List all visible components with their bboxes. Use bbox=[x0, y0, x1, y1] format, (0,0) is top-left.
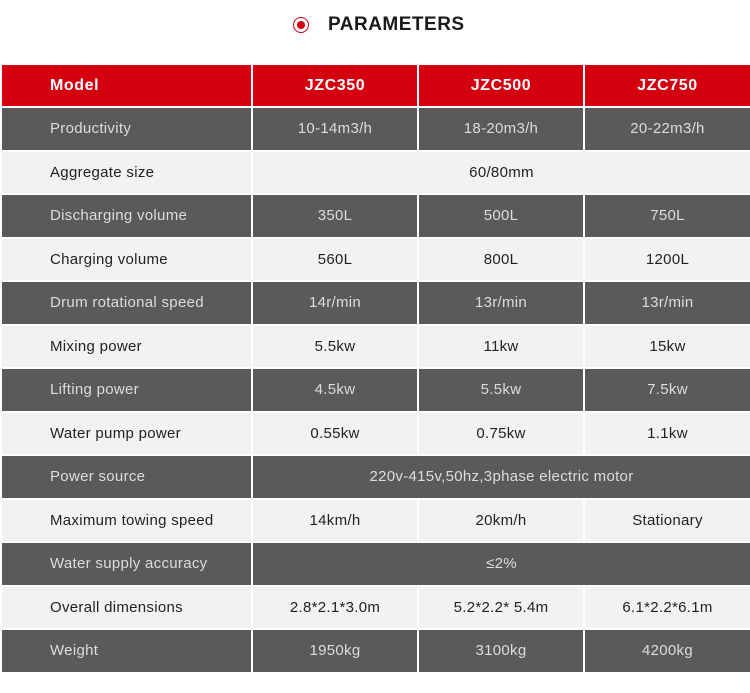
table-row bbox=[1, 107, 750, 151]
cell-value: 800L bbox=[418, 238, 584, 282]
table-row bbox=[1, 151, 750, 195]
cell-value: 14km/h bbox=[252, 499, 418, 543]
cell-value: 5.5kw bbox=[418, 368, 584, 412]
cell-value: 11kw bbox=[418, 325, 584, 369]
cell-value: 13r/min bbox=[418, 281, 584, 325]
cell-value: 20km/h bbox=[418, 499, 584, 543]
table-row bbox=[1, 455, 750, 499]
row-label: Overall dimensions bbox=[1, 586, 252, 630]
cell-value: 0.55kw bbox=[252, 412, 418, 456]
table-row bbox=[1, 629, 750, 673]
parameters-table bbox=[0, 63, 750, 674]
cell-value: 18-20m3/h bbox=[418, 107, 584, 151]
section-header bbox=[0, 0, 750, 62]
cell-value: 5.5kw bbox=[252, 325, 418, 369]
page-title: PARAMETERS bbox=[328, 14, 465, 35]
row-label: Lifting power bbox=[1, 368, 252, 412]
cell-value: 560L bbox=[252, 238, 418, 282]
cell-value: 2.8*2.1*3.0m bbox=[252, 586, 418, 630]
row-label: Charging volume bbox=[1, 238, 252, 282]
table-row bbox=[1, 281, 750, 325]
cell-value: Stationary bbox=[584, 499, 750, 543]
table-row bbox=[1, 325, 750, 369]
row-label: Water pump power bbox=[1, 412, 252, 456]
cell-value-merged: ≤2% bbox=[252, 542, 750, 586]
row-label: Discharging volume bbox=[1, 194, 252, 238]
row-label: Weight bbox=[1, 629, 252, 673]
cell-value-merged: 220v-415v,50hz,3phase electric motor bbox=[252, 455, 750, 499]
row-label: Drum rotational speed bbox=[1, 281, 252, 325]
column-header-model: Model bbox=[1, 64, 252, 107]
record-icon bbox=[293, 17, 309, 33]
table-row bbox=[1, 194, 750, 238]
cell-value: 350L bbox=[252, 194, 418, 238]
cell-value: 500L bbox=[418, 194, 584, 238]
table-row bbox=[1, 368, 750, 412]
cell-value: 15kw bbox=[584, 325, 750, 369]
column-header-jzc350: JZC350 bbox=[252, 64, 418, 107]
cell-value: 4.5kw bbox=[252, 368, 418, 412]
cell-value: 7.5kw bbox=[584, 368, 750, 412]
cell-value: 10-14m3/h bbox=[252, 107, 418, 151]
table-row bbox=[1, 412, 750, 456]
cell-value: 13r/min bbox=[584, 281, 750, 325]
row-label: Water supply accuracy bbox=[1, 542, 252, 586]
cell-value: 750L bbox=[584, 194, 750, 238]
cell-value: 5.2*2.2* 5.4m bbox=[418, 586, 584, 630]
cell-value: 1950kg bbox=[252, 629, 418, 673]
row-label: Power source bbox=[1, 455, 252, 499]
column-header-jzc750: JZC750 bbox=[584, 64, 750, 107]
row-label: Aggregate size bbox=[1, 151, 252, 195]
table-row bbox=[1, 586, 750, 630]
cell-value: 20-22m3/h bbox=[584, 107, 750, 151]
cell-value: 3100kg bbox=[418, 629, 584, 673]
table-row bbox=[1, 499, 750, 543]
row-label: Mixing power bbox=[1, 325, 252, 369]
cell-value: 1200L bbox=[584, 238, 750, 282]
cell-value: 1.1kw bbox=[584, 412, 750, 456]
row-label: Productivity bbox=[1, 107, 252, 151]
column-header-jzc500: JZC500 bbox=[418, 64, 584, 107]
cell-value: 0.75kw bbox=[418, 412, 584, 456]
cell-value: 14r/min bbox=[252, 281, 418, 325]
cell-value-merged: 60/80mm bbox=[252, 151, 750, 195]
table-header-row bbox=[1, 64, 750, 107]
table-row bbox=[1, 238, 750, 282]
table-row bbox=[1, 542, 750, 586]
cell-value: 4200kg bbox=[584, 629, 750, 673]
cell-value: 6.1*2.2*6.1m bbox=[584, 586, 750, 630]
row-label: Maximum towing speed bbox=[1, 499, 252, 543]
